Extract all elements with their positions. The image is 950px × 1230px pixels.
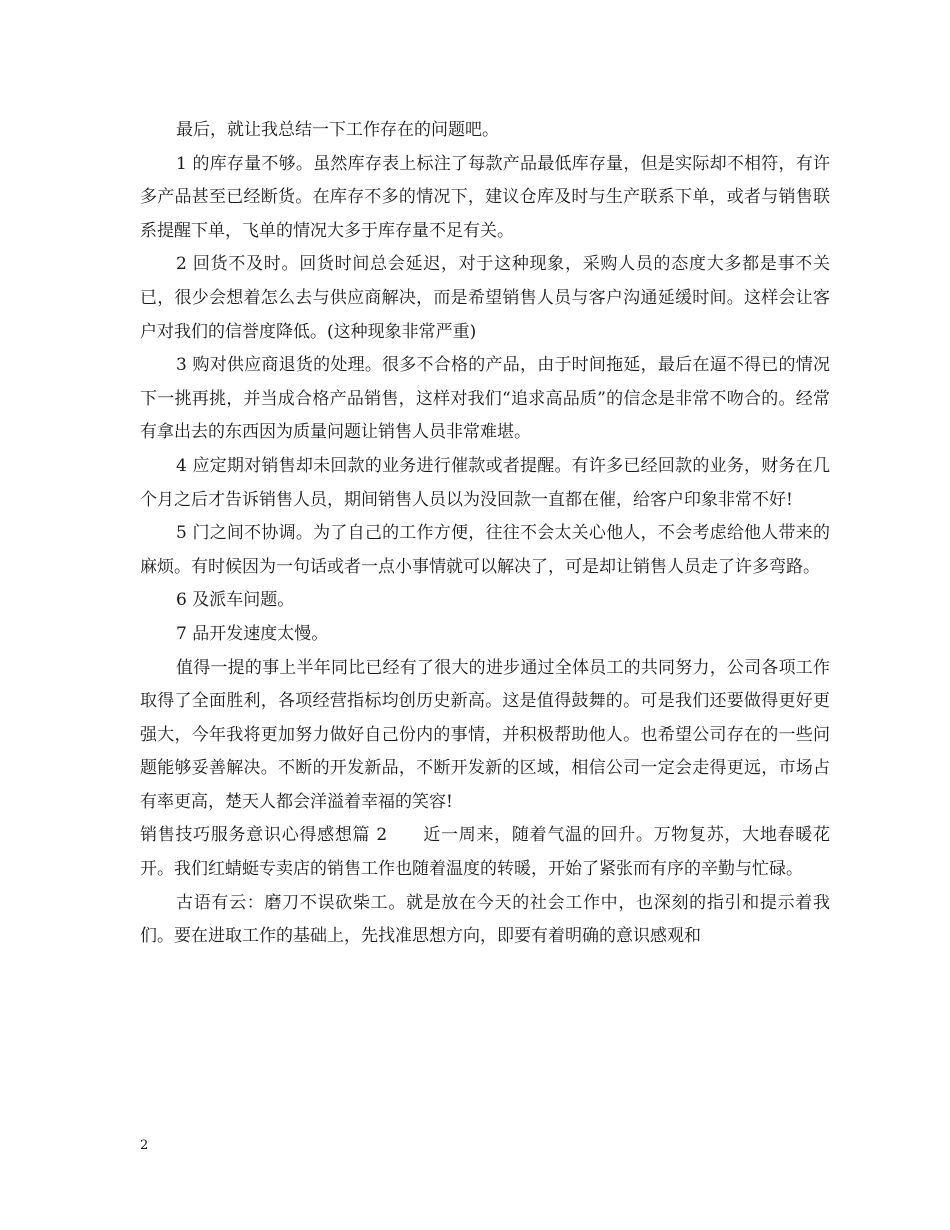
paragraph-4: 3 购对供应商退货的处理。很多不合格的产品，由于时间拖延，最后在逼不得已的情况下一挑再挑，并当成合格产品销售，这样对我们“追求高品质”的信念是非常不吻合的。经常有拿出去的东西因为质量问题让销售人员非常难堪。: [140, 355, 830, 443]
paragraph-1: 最后，就让我总结一下工作存在的问题吧。: [176, 120, 499, 140]
paragraph-3: 2 回货不及时。回货时间总会延迟，对于这种现象，采购人员的态度大多都是事不关已，很少会想着怎么去与供应商解决，而是希望销售人员与客户沟通延缓时间。这样会让客户对我们的信誉度降低。(这种现象非常严重): [140, 254, 830, 342]
paragraph-10: 销售技巧服务意识心得感想篇 2 近一周来，随着气温的回升。万物复苏，大地春暖花开。我们红蜻蜓专卖店的销售工作也随着温度的转暖，开始了紧张而有序的辛勤与忙碌。: [140, 825, 830, 880]
paragraph-8: 7 品开发速度太慢。: [176, 623, 329, 644]
document-body: [140, 114, 830, 954]
paragraph-2: 1 的库存量不够。虽然库存表上标注了每款产品最低库存量，但是实际却不相符，有许多产品甚至已经断货。在库存不多的情况下，建议仓库及时与生产联系下单，或者与销售联系提醒下单，飞单的情况大多于库存量不足有关。: [140, 153, 830, 241]
paragraph-11: 古语有云：磨刀不误砍柴工。就是放在今天的社会工作中，也深刻的指引和提示着我们。要在进取工作的基础上，先找准思想方向，即要有着明确的意识感观和: [140, 892, 830, 947]
paragraph-7: 6 及派车问题。: [176, 590, 295, 611]
paragraph-9: 值得一提的事上半年同比已经有了很大的进步通过全体员工的共同努力，公司各项工作取得了全面胜利，各项经营指标均创历史新高。这是值得鼓舞的。可是我们还要做得更好更强大，今年我将更加努力做好自己份内的事情，并积极帮助他人。也希望公司存在的一些问题能够妥善解决。不断的开发新品，不断开发新的区域，相信公司一定会走得更远，市场占有率更高，楚天人都会洋溢着幸福的笑容!: [140, 657, 830, 812]
paragraph-5: 4 应定期对销售却未回款的业务进行催款或者提醒。有许多已经回款的业务，财务在几个月之后才告诉销售人员，期间销售人员以为没回款一直都在催，给客户印象非常不好!: [140, 455, 830, 510]
paragraph-6: 5 门之间不协调。为了自己的工作方便，往往不会太关心他人，不会考虑给他人带来的麻烦。有时候因为一句话或者一点小事情就可以解决了，可是却让销售人员走了许多弯路。: [140, 523, 830, 577]
page-number: 2: [140, 1138, 149, 1153]
